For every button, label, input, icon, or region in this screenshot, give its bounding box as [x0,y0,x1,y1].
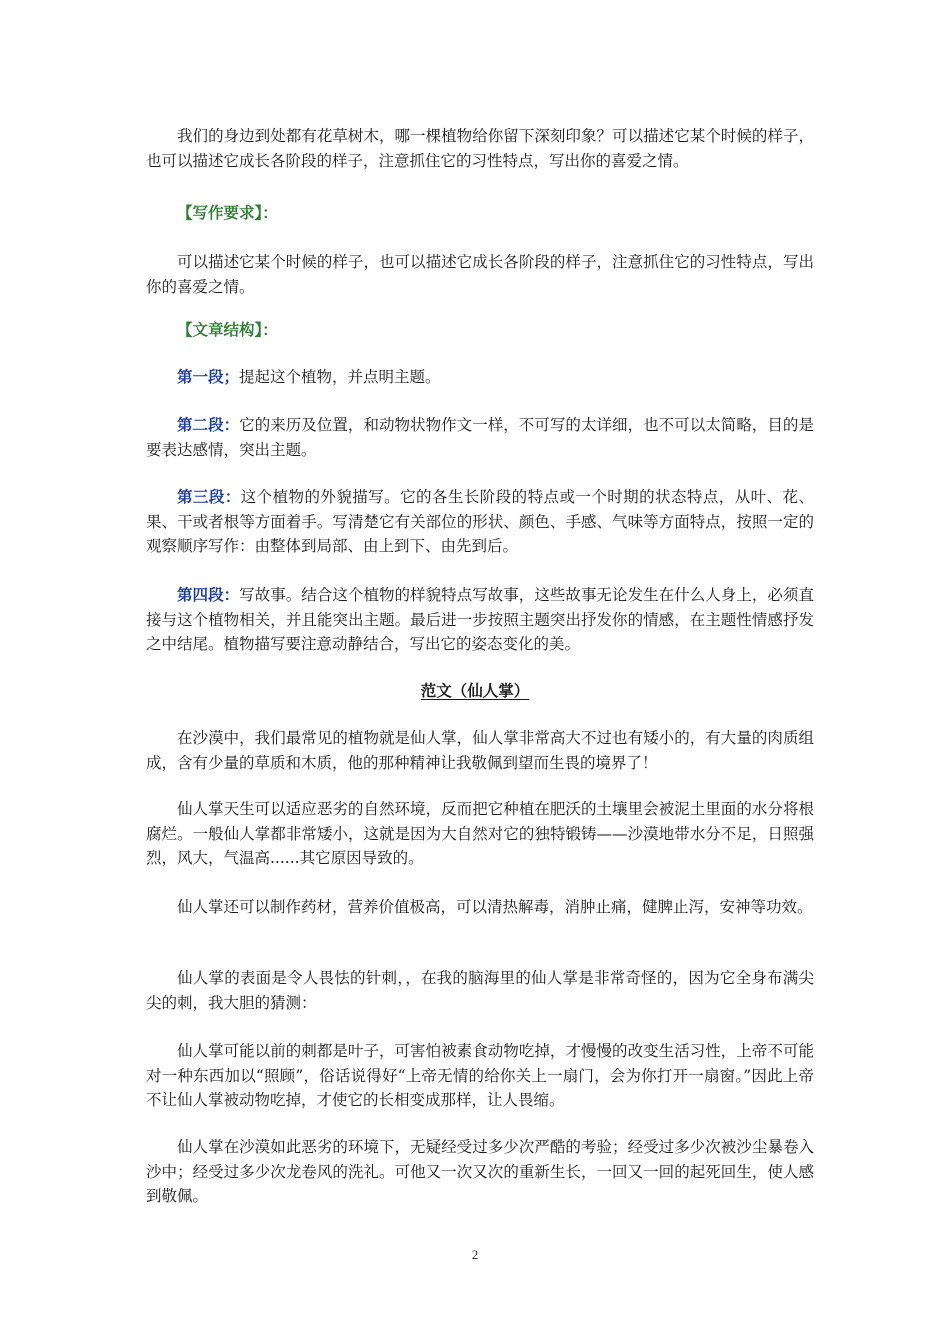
essay-paragraph-5: 仙人掌可能以前的刺都是叶子，可害怕被素食动物吃掉，才慢慢的改变生活习性，上帝不可能对一种东西加以“照顾”，俗话说得好“上帝无情的给你关上一扇门，会为你打开一扇窗。”因此上帝不让仙人掌被动物吃掉，才使它的长相变成那样，让人畏缩。 [146,1042,814,1109]
paragraph-text: 写故事。结合这个植物的样貌特点写故事，这些故事无论发生在什么人身上，必须直接与这个植物相关，并且能突出主题。最后进一步按照主题突出抒发你的情感，在主题性情感抒发之中结尾。植物描写要注意动静结合，写出它的姿态变化的美。 [146,586,814,653]
page-number: 2 [471,1247,479,1262]
structure-heading: 【文章结构】： [177,320,278,339]
requirements-paragraph: 可以描述它某个时候的样子，也可以描述它成长各阶段的样子，注意抓住它的习性特点，写出你的喜爱之情。 [146,253,814,296]
paragraph-label: 第二段 [177,415,224,434]
paragraph-label: 第四段 [177,585,224,604]
paragraph-label: 第一段 [177,367,224,386]
essay-paragraph-6: 仙人掌在沙漠如此恶劣的环境下，无疑经受过多少次严酷的考验；经受过多少次被沙尘暴卷入沙中；经受过多少次龙卷风的洗礼。可他又一次又次的重新生长，一回又一回的起死回生，使人感到敬佩。 [146,1138,814,1205]
structure-paragraph-4 [146,583,814,657]
paragraph-text: 提起这个植物，并点明主题。 [239,368,441,386]
paragraph-label: 第三段 [177,487,225,506]
essay-title [0,679,950,704]
structure-paragraph-3 [146,485,814,559]
paragraph-label-sep: ： [223,585,240,604]
paragraph-text: 它的来历及位置，和动物状物作文一样，不可写的太详细，也不可以太简略，目的是要表达感情，突出主题。 [146,416,814,459]
paragraph-label-sep: ； [223,367,240,386]
requirements-heading: 【写作要求】： [177,203,278,222]
paragraph-text: 这个植物的外貌描写。它的各生长阶段的特点或一个时期的状态特点，从叶、花、果、干或者根等方面着手。写清楚它有关部位的形状、颜色、手感、气味等方面特点，按照一定的观察顺序写作：由整体到局部、由上到下、由先到后。 [146,488,814,555]
paragraph-label-sep: ： [224,487,241,506]
intro-paragraph: 我们的身边到处都有花草树木，哪一棵植物给你留下深刻印象？可以描述它某个时候的样子，也可以描述它成长各阶段的样子，注意抓住它的习性特点，写出你的喜爱之情。 [146,127,814,170]
essay-paragraph-4: 仙人掌的表面是令人畏怯的针刺，，在我的脑海里的仙人掌是非常奇怪的，因为它全身布满尖尖的刺，我大胆的猜测： [146,969,814,1012]
essay-paragraph-1: 在沙漠中，我们最常见的植物就是仙人掌，仙人掌非常高大不过也有矮小的，有大量的肉质组成，含有少量的草质和木质，他的那种精神让我敬佩到望而生畏的境界了！ [146,729,814,772]
essay-paragraph-2: 仙人掌天生可以适应恶劣的自然环境，反而把它种植在肥沃的土壤里会被泥土里面的水分将根腐烂。一般仙人掌都非常矮小，这就是因为大自然对它的独特锻铸——沙漠地带水分不足，日照强烈，风大，气温高......其它原因导致的。 [146,800,814,867]
structure-paragraph-1 [146,365,814,390]
essay-title-text: 范文（仙人掌） [420,681,530,700]
essay-paragraph-3: 仙人掌还可以制作药材，营养价值极高，可以清热解毒，消肿止痛，健脾止泻，安神等功效。 [177,898,813,916]
structure-paragraph-2 [146,413,814,462]
paragraph-label-sep: ： [223,415,240,434]
